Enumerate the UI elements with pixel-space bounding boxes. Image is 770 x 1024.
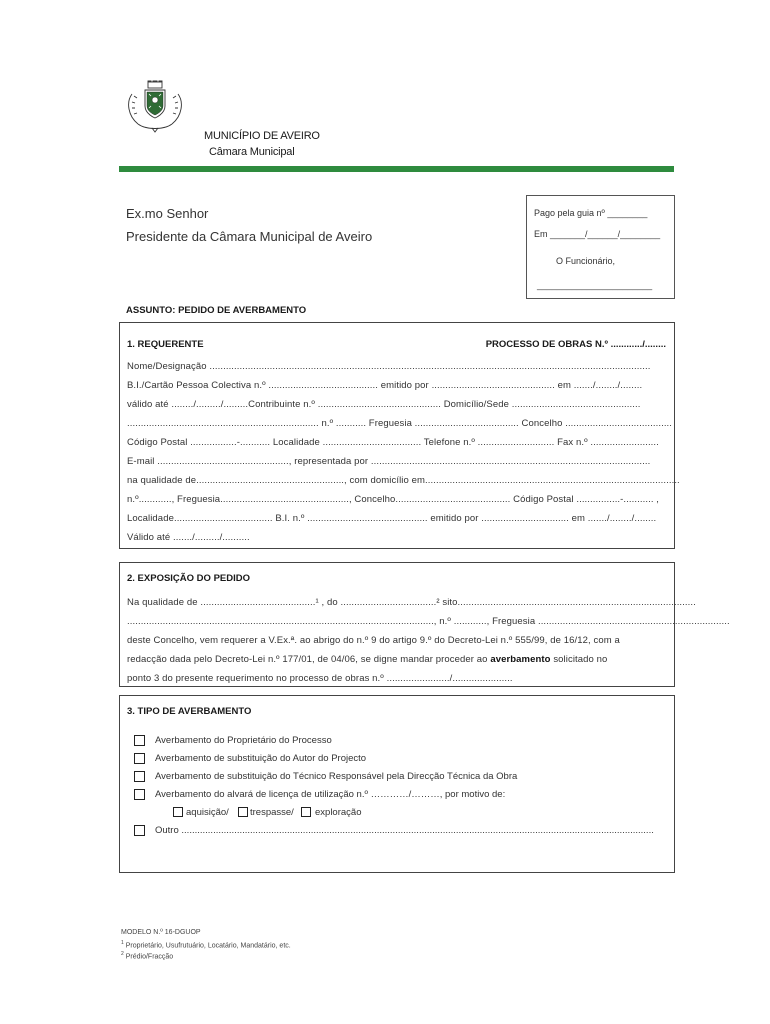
form-line-address[interactable]: ...................................................................... n.º ........... Freguesia ...................................... Concelho ....................................... [127,418,673,429]
form-line-capacity[interactable]: na qualidade de......................................................, com domicílio em............................................................................................. [127,475,680,486]
request-text: deste Concelho, vem requerer a V.Ex.ª. ao abrigo do n.º 9 do artigo 9.º do Decreto-Lei n.º 555/99, de 16/12, com a [127,635,620,646]
option-label: Averbamento do alvará de licença de utilização n.º …………/………, por motivo de: [155,789,506,800]
checkbox-exploitation[interactable] [301,807,311,817]
form-line-id[interactable]: B.I./Cartão Pessoa Colectiva n.º ........................................ emitido por ............................................. em ......./......../........ [127,380,643,391]
checkbox-transfer[interactable] [238,807,248,817]
org-subtitle: Câmara Municipal [209,146,295,158]
option-label: Averbamento de substituição do Autor do Projecto [155,753,367,764]
form-line-locality[interactable]: Localidade.................................... B.I. n.º ............................................ emitido por ................................ em ......./......../........ [127,513,657,524]
org-name: MUNICÍPIO DE AVEIRO [204,130,320,142]
section-title: 1. REQUERENTE [127,339,204,350]
form-line-validity[interactable]: válido até ......../........./.........Contribuinte n.º ............................................. Domicílio/Sede ............................................... [127,399,641,410]
checkbox-owner[interactable] [134,735,145,746]
footnote-2: $^2$ Prédio/Fracção [121,951,174,961]
sub-option-label: aquisição/ [186,807,229,818]
section-title: 3. TIPO DE AVERBAMENTO [127,706,252,717]
sub-option-label: trespasse/ [250,807,294,818]
payment-date-line[interactable]: Em _______/______/________ [534,229,661,239]
addressee: Presidente da Câmara Municipal de Aveiro [126,229,373,244]
option-other-field[interactable]: Outro ................................................................................................................................................................................... [155,825,654,836]
coat-of-arms-icon [124,80,186,136]
checkbox-other[interactable] [134,825,145,836]
section-title: 2. EXPOSIÇÃO DO PEDIDO [127,573,250,584]
payment-guide-line[interactable]: Pago pela guia nº ________ [534,208,648,218]
form-line-location[interactable]: ................................................................................................................, n.º ............, Freguesia ...................................................................... [127,616,730,627]
checkbox-author[interactable] [134,753,145,764]
form-line-process[interactable]: ponto 3 do presente requerimento no processo de obras n.º ......................./...................... [127,673,513,684]
form-line-parish[interactable]: n.º............, Freguesia..............................................., Concelho.......................................... Código Postal ................-........... , [127,494,660,505]
option-label: Averbamento do Proprietário do Processo [155,735,332,746]
section-tipo-averbamento [119,695,675,873]
form-line-valid-until[interactable]: Válido até ......./........./.......... [127,532,250,543]
process-number-field[interactable]: PROCESSO DE OBRAS N.º ............/........ [485,339,666,350]
checkbox-technician[interactable] [134,771,145,782]
checkbox-license[interactable] [134,789,145,800]
option-label: Averbamento de substituição do Técnico Responsável pela Direcção Técnica da Obra [155,771,518,782]
officer-label: O Funcionário, [556,256,616,266]
sub-option-label: exploração [315,807,362,818]
form-line-postal[interactable]: Código Postal .................-........... Localidade .................................... Telefone n.º ............................ Fax n.º ......................... [127,437,659,448]
header-divider [119,166,674,172]
form-line-name[interactable]: Nome/Designação ................................................................................................................................................................. [127,361,651,372]
subject-heading: ASSUNTO: PEDIDO DE AVERBAMENTO [126,305,307,316]
form-line-email[interactable]: E-mail ................................................, representada por ...................................................................................................... [127,456,651,467]
footnote-1: $^1$ Proprietário, Usufrutuário, Locatário, Mandatário, etc. [121,940,291,950]
salutation: Ex.mo Senhor [126,206,209,221]
checkbox-acquisition[interactable] [173,807,183,817]
payment-box [526,195,675,299]
request-text: redacção dada pelo Decreto-Lei n.º 177/01, de 04/06, se digne mandar proceder ao averbamento solicitado no [127,654,608,665]
form-line-capacity-of[interactable]: Na qualidade de ..........................................¹ , do ...................................² sito....................................................................................... [127,597,696,608]
officer-signature-line[interactable]: _______________________ [537,280,653,290]
section-requerente [119,322,680,549]
model-number: MODELO N.º 16-DGUOP [121,929,201,936]
section-exposicao [119,562,730,687]
